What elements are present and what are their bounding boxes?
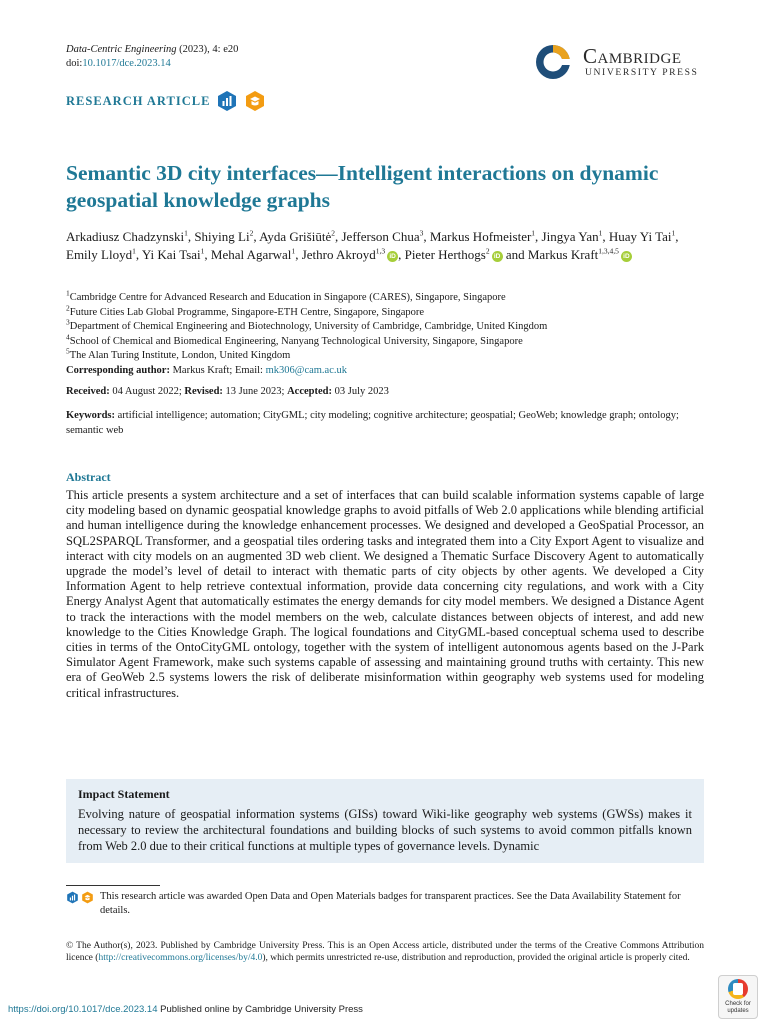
orcid-icon[interactable]: iD	[492, 251, 503, 262]
impact-statement-box	[66, 779, 704, 863]
affiliation: $^2$Future Cities Lab Global Programme, Singapore-ETH Centre, Singapore, Singapore	[66, 303, 425, 318]
open-data-badge-icon	[216, 90, 238, 112]
open-data-badge-icon	[66, 891, 79, 904]
check-for-updates-button[interactable]	[718, 975, 758, 1019]
license-text: © The Author(s), 2023. Published by Cambridge University Press. This is an Open Access article, distributed under the terms of the Creative Commons Attribution licence (http://creativecommons.org/licenses/by/4.0), which permits unrestricted re-use, distribution and reproduction, provided the original article is properly cited.	[66, 941, 704, 963]
author: Markus Kraft$^{1,3,4,5}$iD	[528, 247, 632, 262]
footnote-text: This research article was awarded Open Data and Open Materials badges for transparent practices. See the Data Availability Statement for details.	[100, 891, 681, 916]
article-dates: Received: 04 August 2022; Revised: 13 June 2023; Accepted: 03 July 2023	[66, 386, 389, 397]
footnote-rule	[66, 885, 160, 886]
author: Jethro Akroyd$^{1,3}$iD ,	[301, 246, 405, 262]
doi-prefix: doi:	[66, 58, 83, 69]
footer-doi-link[interactable]: https://doi.org/10.1017/dce.2023.14	[8, 1004, 158, 1015]
open-materials-badge-icon	[244, 90, 266, 112]
author: Ayda Grišiūtė$^2$,	[259, 228, 342, 244]
affiliation: $^4$School of Chemical and Biomedical Engineering, Nanyang Technological University, Singapore, Singapore	[66, 332, 523, 347]
published-online: Published online by Cambridge University Press	[157, 1004, 363, 1015]
email-link[interactable]: mk306@cam.ac.uk	[265, 364, 348, 376]
article-type	[66, 90, 266, 112]
footnote-badges	[66, 891, 94, 904]
check-updates-label: Check for	[725, 1001, 751, 1007]
license-link[interactable]: http://creativecommons.org/licenses/by/4.0	[98, 953, 263, 963]
author: Markus Hofmeister$^1$,	[429, 228, 542, 244]
keywords: Keywords: artificial intelligence; automation; CityGML; city modeling; cognitive architecture; geospatial; GeoWeb; knowledge graph; ontology; semantic web	[66, 410, 679, 436]
author-list	[66, 228, 706, 264]
impact-text: Evolving nature of geospatial information systems (GISs) toward Wiki-like geography web systems (GWSs) makes it necessary to review the architectural foundations and building blocks of such systems to avoid common pitfalls known from Web 2.0 due to their critical functions at multiple types of governance levels. Dynamic	[78, 807, 692, 853]
journal-header	[66, 43, 238, 71]
publisher-subtitle: UNIVERSITY PRESS	[585, 67, 699, 78]
orcid-icon[interactable]: iD	[621, 251, 632, 262]
article-type-label: RESEARCH ARTICLE	[66, 93, 211, 108]
crossmark-icon	[728, 979, 748, 999]
author: Huay Yi Tai$^1$,	[608, 228, 679, 244]
author: Emily Lloyd$^1$,	[66, 246, 142, 262]
impact-heading: Impact Statement	[78, 787, 170, 801]
affiliation: $^3$Department of Chemical Engineering and Biotechnology, University of Cambridge, Cambridge, United Kingdom	[66, 317, 548, 332]
affiliation: $^1$Cambridge Centre for Advanced Research and Education in Singapore (CARES), Singapore, Singapore	[66, 288, 506, 303]
cambridge-logo	[533, 42, 709, 82]
abstract-text: This article presents a system architecture and a set of interfaces that can build scalable information systems capable of large city modeling based on dynamic geospatial knowledge graphs to avoid pitfalls of Web 2.0 applications while blending artificial and human intelligence during the knowledge enhancement processes. We designed and developed a GeoSpatial Processor, an SQL2SPARQL Transformer, and a geospatial tiles ordering tasks and integrated them into a City Export Agent to visualize and interact with city models on an augmented 3D web client. We designed a Thematic Surface Discovery Agent to automatically upgrade the model’s level of detail to interact with thematic parts of city objects by other agents. We developed a City Information Agent to help retrieve contextual information, provide data concerning city regulations, and work with a City Energy Analyst Agent that automatically estimates the energy demands for city model members. We designed a Distance Agent to track the interactions with the model members on the web, calculate distances between objects of interest, and add new knowledge to the Cities Knowledge Graph. The logical foundations and CityGML-based conceptual schema used to describe cities in terms of the OntoCityGML ontology, together with the system of intelligent autonomous agents based on the J-Park Simulator Agent Framework, make such systems capable of assessing and maintaining ground truths with certainty. This new era of GeoWeb 2.5 systems lowers the risk of deliberate misinformation within geography web systems used for modeling critical infrastructures.	[66, 488, 704, 700]
journal-name: Data-Centric Engineering	[66, 44, 177, 55]
author: Pieter Herthogs$^2$iD and	[404, 246, 528, 262]
author: Jefferson Chua$^3$,	[341, 228, 430, 244]
cambridge-shield-icon	[533, 42, 573, 82]
affiliations	[66, 288, 706, 378]
open-materials-badge-icon	[81, 891, 94, 904]
author: Shiying Li$^2$,	[194, 228, 260, 244]
publisher-name: Cambridge	[583, 44, 682, 68]
article-title: Semantic 3D city interfaces—Intelligent interactions on dynamic geospatial knowledge graphs	[66, 161, 659, 212]
author: Yi Kai Tsai$^1$,	[141, 246, 211, 262]
abstract-heading: Abstract	[66, 470, 111, 484]
affiliation: $^5$The Alan Turing Institute, London, United Kingdom	[66, 346, 291, 361]
author: Mehal Agarwal$^1$,	[210, 246, 302, 262]
author: Arkadiusz Chadzynski$^1$,	[66, 228, 195, 244]
corresponding-author: Corresponding author: Markus Kraft; Email: mk306@cam.ac.uk	[66, 364, 348, 376]
check-updates-label-2: updates	[727, 1008, 749, 1014]
publication-footer	[8, 1004, 363, 1015]
orcid-icon[interactable]: iD	[387, 251, 398, 262]
author: Jingya Yan$^1$,	[541, 228, 609, 244]
journal-volume: (2023), 4: e20	[176, 44, 239, 55]
doi-link[interactable]: 10.1017/dce.2023.14	[82, 58, 171, 69]
